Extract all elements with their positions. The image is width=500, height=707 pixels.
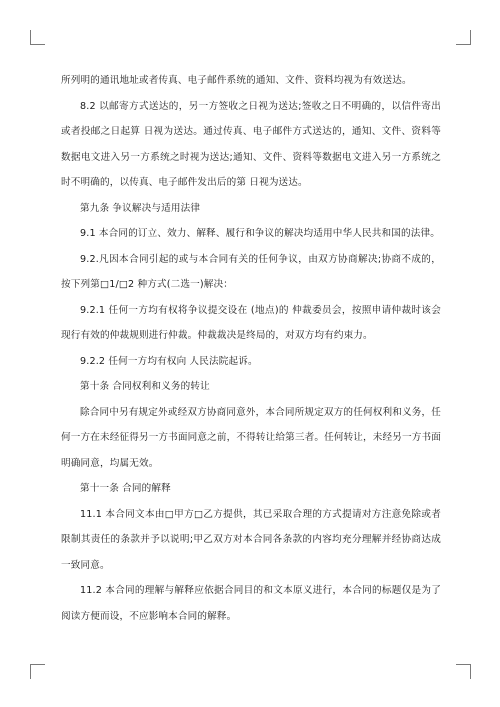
clause-9-2: 9.2.凡因本合同引起的或与本合同有关的任何争议，由双方协商解决;协商不成的，按下列第□1/□2 种方式(二选一)解决： (61, 253, 441, 290)
article-10-heading: 第十条 合同权利和义务的转让 (80, 381, 210, 392)
clause-8-2: 8.2 以邮寄方式送达的，另一方签收之日视为送达;签收之日不明确的，以信件寄出或者投邮之日起算 日视为送达。通过传真、电子邮件方式送达的，通知、文件、资料等数据电文进入另一方系统之时视为送达;通知、文件、资料等数据电文进入另一方系统之时不明确的，以传真、电子邮件发出后的第 日视为送达。 (61, 100, 441, 188)
clause-11-2: 11.2 本合同的理解与解释应依据合同目的和文本原义进行，本合同的标题仅是为了阅读方便而设，不应影响本合同的解释。 (61, 585, 441, 622)
document-body (61, 68, 441, 629)
crop-mark-top-left (30, 30, 45, 45)
clause-9-2-2: 9.2.2 任何一方均有权向 人民法院起诉。 (80, 355, 258, 367)
clause-11-1: 11.1 本合同文本由□甲方□乙方提供，其已采取合理的方式提请对方注意免除或者限制其责任的条款并予以说明;甲乙双方对本合同各条款的内容均充分理解并经协商达成一致同意。 (61, 508, 441, 571)
clause-9-2-1: 9.2.1 任何一方均有权将争议提交设在 (地点)的 仲裁委员会，按照申请仲裁时该会现行有效的仲裁规则进行仲裁。仲裁裁决是终局的，对双方均有约束力。 (61, 304, 441, 341)
article-9-heading: 第九条 争议解决与适用法律 (80, 202, 201, 214)
crop-mark-bottom-right (456, 664, 471, 679)
paragraph-0: 所列明的通讯地址或者传真、电子邮件系统的通知、文件、资料均视为有效送达。 (61, 75, 412, 86)
crop-mark-top-right (456, 30, 471, 45)
crop-mark-bottom-left (30, 664, 45, 679)
article-11-heading: 第十一条 合同的解释 (80, 483, 171, 494)
clause-9-1: 9.1 本合同的订立、效力、解释、履行和争议的解决均适用中华人民共和国的法律。 (80, 228, 440, 239)
article-10-body: 除合同中另有规定外或经双方协商同意外，本合同所规定双方的任何权利和义务，任何一方在未经征得另一方书面同意之前，不得转让给第三者。任何转让，未经另一方书面明确同意，均属无效。 (61, 406, 442, 469)
